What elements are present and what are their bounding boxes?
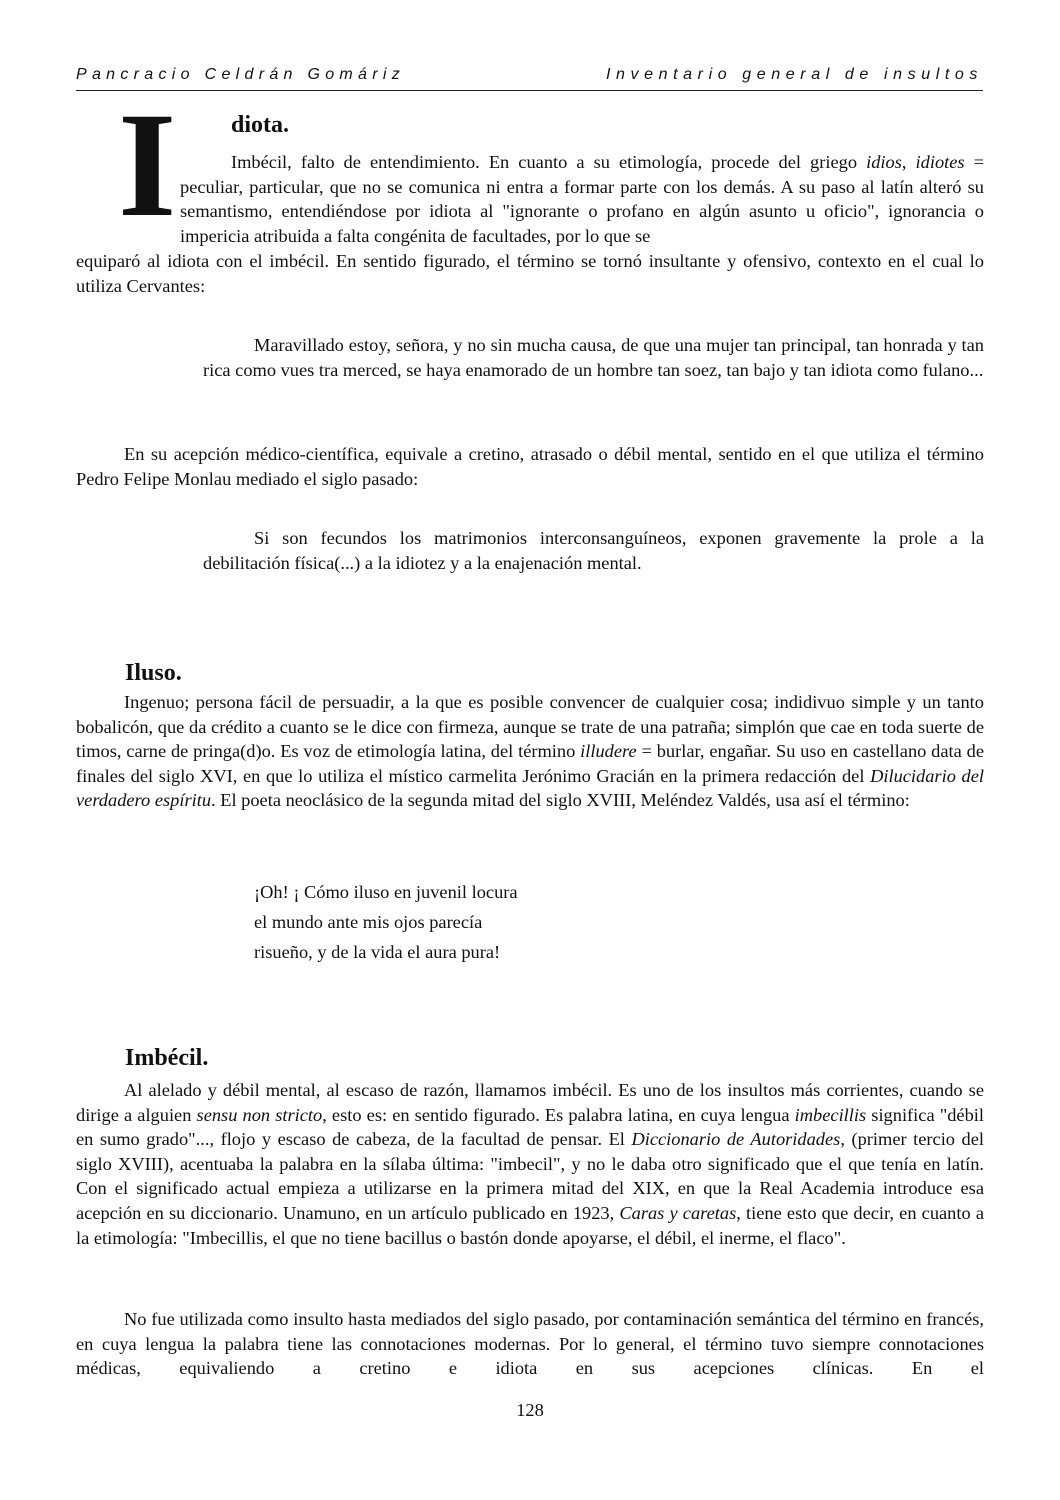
imbecil-work-title: Caras y caretas [619,1202,737,1223]
quote-text: Maravillado estoy, señora, y no sin mucha causa, de que una mujer tan principal, tan honrada y tan rica como vues tra merced, se haya enamorado de un hombre tan soez, tan bajo y tan idiota como fulano... [203,335,984,380]
idiota-term-idios: idios [866,152,902,172]
imbecil-term: sensu non stricto [196,1104,323,1125]
idiota-definition-wrapped [180,150,984,248]
idiota-term-idiotes: idiotes [915,152,965,172]
verse-line: risueño, y de la vida el aura pura! [254,942,501,962]
imbecil-text: significa "débil en sumo grado"..., flojo y escaso de cabeza, de la facultad de pensar. El [76,1104,985,1150]
entry-title-iluso: Iluso. [125,660,182,686]
iluso-text: = burlar, engañar. Su uso en castellano data de finales del siglo XVI, en que lo utiliza el místico carmelita Jerónimo Gracián en la primera redacción del [76,741,984,786]
idiota-medical-paragraph: En su acepción médico-científica, equivale a cretino, atrasado o débil mental, sentido en el que utiliza el término Pedro Felipe Monlau mediado el siglo pasado: [76,444,984,489]
drop-cap-letter: I [118,82,177,248]
imbecil-paragraph-2: No fue utilizada como insulto hasta mediados del siglo pasado, por contaminación semántica del término en francés, en cuya lengua la palabra tiene las connotaciones modernas. Por lo general, el término tuvo siempre connotaciones médicas, equivaliendo a cretino e idiota en sus acepciones clínicas. En el [76,1309,984,1379]
iluso-work-title: Dilucidario del verdadero espíritu [76,765,984,811]
imbecil-paragraph-1 [76,1078,984,1250]
idiota-definition-continued: equiparó al idiota con el imbécil. En sentido figurado, el término se tornó insultante y ofensivo, contexto en el cual lo utiliza Cervantes: [76,251,984,296]
iluso-text: Ingenuo; persona fácil de persuadir, a la que es posible convencer de cualquier cosa; indidivuo simple y un tanto bobalicón, que da crédito a cuanto se le dice con firmeza, aunque se trate de una patraña; simplón que cae en toda suerte de timos, carne de pringa(d)o. Es voz de etimología latina, del término [76,692,984,762]
imbecil-text: Al alelado y débil mental, al escaso de razón, llamamos imbécil. Es uno de los insultos más corrientes, cuando se dirige a alguien [76,1080,984,1125]
header-book-title: Inventario general de insultos [605,66,983,83]
page-number: 128 [516,1400,544,1420]
imbecil-text: , esto es: en sentido figurado. Es palabra latina, en cuya lengua [322,1104,795,1125]
entry-title-imbecil: Imbécil. [125,1045,209,1071]
idiota-text: , [901,152,907,172]
imbecil-text: , tiene esto que decir, en cuanto a la etimología: "Imbecillis, el que no tiene bacillus o bastón donde apoyarse, el débil, el inerme, el flaco". [76,1202,984,1248]
cervantes-quote [203,333,984,382]
running-header [76,66,983,91]
imbecil-term: imbecillis [794,1104,867,1125]
imbecil-work-title: Diccionario de Autoridades [631,1129,841,1150]
entry-title-idiota: diota. [231,112,290,138]
quote-text: Si son fecundos los matrimonios interconsanguíneos, exponen gravemente la prole a la debilitación física(...) a la idiotez y a la enajenación mental. [203,528,984,573]
melendez-valdes-verse [254,877,518,967]
idiota-text: Imbécil, falto de entendimiento. En cuanto a su etimología, procede del griego [231,152,867,172]
verse-line: ¡Oh! ¡ Cómo iluso en juvenil locura [254,882,518,902]
header-author: Pancracio Celdrán Gomáriz [76,66,406,83]
iluso-term-illudere: illudere [580,741,637,762]
verse-line: el mundo ante mis ojos parecía [254,912,483,932]
monlau-quote [203,526,984,575]
iluso-definition [76,690,984,813]
idiota-text: = peculiar, particular, que no se comunica ni entra a formar parte con los demás. A su paso al latín alteró su semantismo, entendiéndose por idiota al "ignorante o profano en algún asunto u oficio", ignorancia o impericia atribuida a falta congénita de facultades, por lo que se [180,152,984,246]
iluso-text: . El poeta neoclásico de la segunda mitad del siglo XVIII, Meléndez Valdés, usa así el término: [211,790,910,811]
imbecil-text: , (primer tercio del siglo XVIII), acentuaba la palabra en la sílaba última: "imbecil", y no le daba otro significado que el que tenía en latín. Con el significado actual empieza a utilizarse en la primera mitad del XIX, en que la Real Academia introduce esa acepción en su diccionario. Unamuno, en un artículo publicado en 1923, [76,1129,984,1223]
